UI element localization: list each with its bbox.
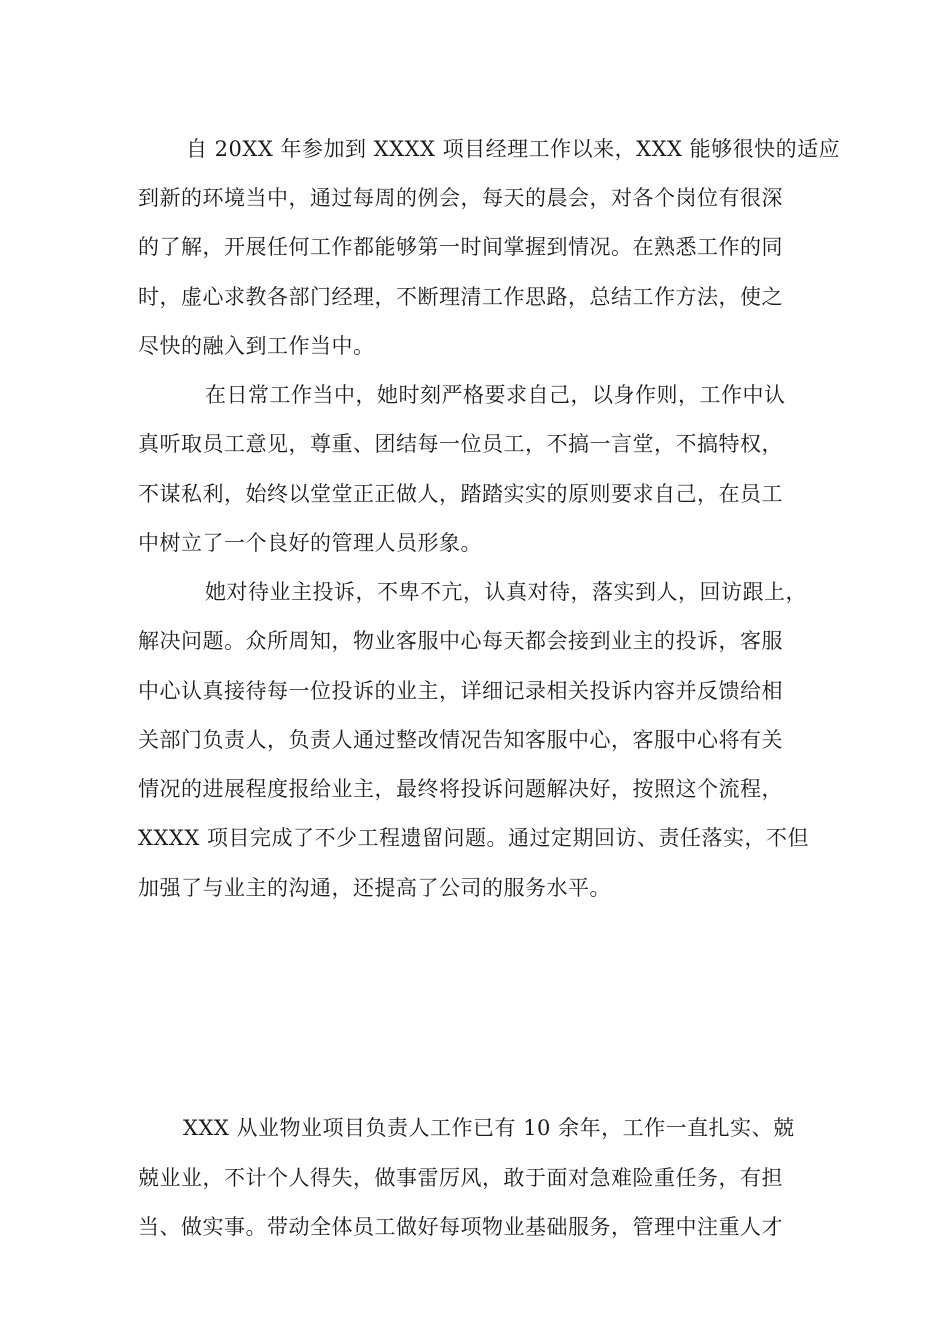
text-line: 在日常工作当中，她时刻严格要求自己，以身作则，工作中认	[205, 383, 786, 407]
text-line: 中心认真接待每一位投诉的业主，详细记录相关投诉内容并反馈给相	[138, 679, 783, 703]
text-line: 情况的进展程度报给业主，最终将投诉问题解决好，按照这个流程，	[138, 777, 783, 801]
text-line: 到新的环境当中，通过每周的例会，每天的晨会，对各个岗位有很深	[138, 186, 783, 210]
text-line: 真听取员工意见，尊重、团结每一位员工，不搞一言堂，不搞特权，	[138, 432, 783, 456]
text-line: 不谋私利，始终以堂堂正正做人，踏踏实实的原则要求自己，在员工	[138, 482, 783, 506]
text-line: 解决问题。众所周知，物业客服中心每天都会接到业主的投诉，客服	[138, 629, 783, 653]
text-line: 当、做实事。带动全体员工做好每项物业基础服务，管理中注重人才	[138, 1215, 783, 1239]
text-line: 尽快的融入到工作当中。	[138, 334, 375, 358]
text-line: XXX 从业物业项目负责人工作已有 10 余年，工作一直扎实、兢	[183, 1116, 795, 1140]
text-line: 中树立了一个良好的管理人员形象。	[138, 531, 482, 555]
text-line: 时，虚心求教各部门经理，不断理清工作思路，总结工作方法，使之	[138, 285, 783, 309]
text-line: 的了解，开展任何工作都能够第一时间掌握到情况。在熟悉工作的同	[138, 235, 783, 259]
text-line: 她对待业主投诉，不卑不亢，认真对待，落实到人，回访跟上，	[205, 580, 807, 604]
text-line: XXXX 项目完成了不少工程遗留问题。通过定期回访、责任落实，不但	[138, 826, 809, 850]
text-line: 关部门负责人，负责人通过整改情况告知客服中心，客服中心将有关	[138, 728, 783, 752]
text-line: 自 20XX 年参加到 XXXX 项目经理工作以来，XXX 能够很快的适应	[186, 137, 841, 161]
text-line: 加强了与业主的沟通，还提高了公司的服务水平。	[138, 876, 611, 900]
text-line: 兢业业，不计个人得失，做事雷厉风，敢于面对急难险重任务，有担	[138, 1166, 783, 1190]
